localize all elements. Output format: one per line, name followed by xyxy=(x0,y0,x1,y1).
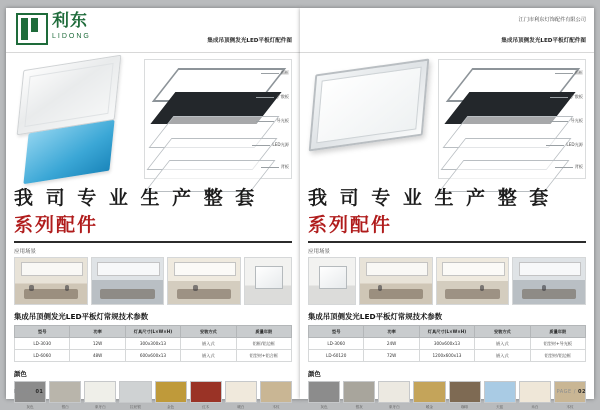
page-header-right xyxy=(300,8,594,53)
hero-section-left xyxy=(6,53,300,181)
color-swatches-right xyxy=(308,381,586,410)
color-swatch xyxy=(14,381,46,410)
product-photos-right xyxy=(308,57,436,181)
color-swatch xyxy=(484,381,516,410)
scene-image-4 xyxy=(244,257,292,305)
cell-model: LD-60120 xyxy=(309,350,364,362)
spec-col-0: 型号 xyxy=(15,326,70,338)
spec-header-row xyxy=(309,326,586,338)
cell-power: 72W xyxy=(364,350,419,362)
scenes-label-left: 应用场景 xyxy=(14,249,37,255)
cell-power: 12W xyxy=(70,338,125,350)
cell-material: 铝型材+导光板 xyxy=(530,338,585,350)
cell-material: 铝框/铝边框 xyxy=(236,338,291,350)
color-name: 咖啡 xyxy=(460,405,469,409)
exploded-diagram-right xyxy=(438,59,586,179)
spec-col-4: 质量年限 xyxy=(530,326,585,338)
page-footer-left xyxy=(14,389,43,395)
callout-4: 背板 xyxy=(555,164,583,170)
brand-text xyxy=(52,13,91,40)
cell-material: 铝型材/铝边框 xyxy=(530,350,585,362)
color-swatch xyxy=(225,381,257,410)
color-name: 木纹 xyxy=(566,405,574,409)
spec-title-right: 集成吊顶侧发光LED平板灯常规技术参数 xyxy=(308,312,443,321)
brand-name-en: LIDONG xyxy=(52,33,91,40)
scenes-row-left xyxy=(14,257,292,305)
exploded-layers-right xyxy=(445,66,551,172)
footer-label: PAGE / xyxy=(14,389,34,395)
color-swatch xyxy=(554,381,586,410)
scene-image-3 xyxy=(167,257,241,305)
color-swatch xyxy=(449,381,481,410)
spec-col-1: 功率 xyxy=(70,326,125,338)
callout-2: 导光板 xyxy=(256,118,289,124)
scene-image-1 xyxy=(308,257,356,305)
cell-mount: 嵌入式 xyxy=(475,350,530,362)
footer-label: PAGE / xyxy=(556,389,576,395)
color-name: 暖白 xyxy=(237,405,245,409)
product-photos-left xyxy=(14,57,142,181)
callout-3: LED光源 xyxy=(252,142,289,148)
cell-mount: 嵌入式 xyxy=(181,350,236,362)
lidong-logo-icon xyxy=(16,13,48,45)
callout-1: 扩散板 xyxy=(550,94,583,100)
scene-image-2 xyxy=(91,257,165,305)
spec-col-0: 型号 xyxy=(309,326,364,338)
cell-material: 铝型材+铝合框 xyxy=(236,350,291,362)
color-swatch xyxy=(343,381,375,410)
color-name: 红木 xyxy=(202,405,210,409)
table-row xyxy=(15,338,292,350)
spec-col-2: 灯具尺寸(L×W×H) xyxy=(125,326,180,338)
callout-1: 扩散板 xyxy=(256,94,289,100)
slogan-main-text: 我 司 专 业 生 产 整 套 xyxy=(308,187,552,209)
color-swatch xyxy=(378,381,410,410)
spec-col-1: 功率 xyxy=(364,326,419,338)
cell-model: LD-6060 xyxy=(15,350,70,362)
callout-0: 面框 xyxy=(261,70,289,76)
cell-size: 300x300x13 xyxy=(125,338,180,350)
table-row xyxy=(15,350,292,362)
color-name: 银白 xyxy=(61,405,69,409)
table-row xyxy=(309,338,586,350)
color-name: 暖金 xyxy=(425,405,434,409)
spec-title-left: 集成吊顶侧发光LED平板灯常规技术参数 xyxy=(14,312,149,321)
spec-col-3: 安装方式 xyxy=(181,326,236,338)
footer-page-number: 02 xyxy=(578,389,586,395)
slogan-accent-text: 系列配件 xyxy=(308,214,393,236)
brand-logo xyxy=(16,13,91,45)
color-swatch xyxy=(190,381,222,410)
cell-mount: 嵌入式 xyxy=(181,338,236,350)
color-swatch xyxy=(155,381,187,410)
color-name: 灰色 xyxy=(320,405,328,409)
callout-3: LED光源 xyxy=(546,142,583,148)
cell-mount: 嵌入式 xyxy=(475,338,530,350)
color-swatch xyxy=(84,381,116,410)
callout-4: 背板 xyxy=(261,164,289,170)
color-name: 拉丝银 xyxy=(130,405,141,409)
color-name: 米白 xyxy=(531,405,539,409)
scenes-row-right xyxy=(308,257,586,305)
color-name: 灰色 xyxy=(26,405,34,409)
spec-table-right xyxy=(308,325,586,362)
page-header-left xyxy=(6,8,300,53)
cell-size: 600x600x13 xyxy=(125,350,180,362)
cell-size: 300x600x13 xyxy=(419,338,474,350)
catalog-page-left xyxy=(6,8,300,409)
scenes-label-right: 应用场景 xyxy=(308,249,331,255)
cell-model: LD-3060 xyxy=(309,338,364,350)
cell-power: 24W xyxy=(364,338,419,350)
slogan-accent-text: 系列配件 xyxy=(14,214,99,236)
diagram-title-left: 集成吊顶侧发光LED平板灯配件图 xyxy=(207,38,292,44)
slogan-right xyxy=(308,183,586,243)
diagram-title-right: 集成吊顶侧发光LED平板灯配件图 xyxy=(501,38,586,44)
page-footer-right xyxy=(557,389,586,395)
cell-model: LD-3030 xyxy=(15,338,70,350)
company-name-right: 江门市利东灯饰配件有限公司 xyxy=(518,17,586,23)
color-name: 象牙白 xyxy=(94,405,106,409)
spec-col-2: 灯具尺寸(L×W×H) xyxy=(419,326,474,338)
brand-name-cn: 利东 xyxy=(52,11,88,31)
scene-image-2 xyxy=(359,257,433,305)
slogan-left xyxy=(14,183,292,243)
color-name: 天蓝 xyxy=(496,405,504,409)
hero-section-right xyxy=(300,53,594,181)
spec-table-left xyxy=(14,325,292,362)
footer-page-number: 01 xyxy=(35,389,44,395)
color-swatch xyxy=(519,381,551,410)
colors-title-right: 颜色 xyxy=(308,370,321,378)
spec-header-row xyxy=(15,326,292,338)
silver-frame-led-panel-image xyxy=(309,59,430,152)
catalog-page-right xyxy=(300,8,594,409)
colors-title-left: 颜色 xyxy=(14,370,27,378)
color-swatch xyxy=(119,381,151,410)
exploded-diagram-left xyxy=(144,59,292,179)
color-swatch xyxy=(260,381,292,410)
color-swatch xyxy=(49,381,81,410)
callout-2: 导光板 xyxy=(550,118,583,124)
color-swatches-left xyxy=(14,381,292,410)
color-name: 木纹 xyxy=(272,405,280,409)
cell-size: 1200x600x13 xyxy=(419,350,474,362)
spec-col-4: 质量年限 xyxy=(236,326,291,338)
callout-0: 面框 xyxy=(555,70,583,76)
scene-image-3 xyxy=(436,257,510,305)
exploded-layers-left xyxy=(151,66,257,172)
color-name: 象牙白 xyxy=(388,405,400,409)
color-name: 银灰 xyxy=(355,405,363,409)
color-swatch xyxy=(308,381,340,410)
scene-image-4 xyxy=(512,257,586,305)
table-row xyxy=(309,350,586,362)
scene-image-1 xyxy=(14,257,88,305)
color-swatch xyxy=(413,381,445,410)
cell-power: 48W xyxy=(70,350,125,362)
slogan-main-text: 我 司 专 业 生 产 整 套 xyxy=(14,187,258,209)
color-name: 金色 xyxy=(166,405,175,409)
spec-col-3: 安装方式 xyxy=(475,326,530,338)
